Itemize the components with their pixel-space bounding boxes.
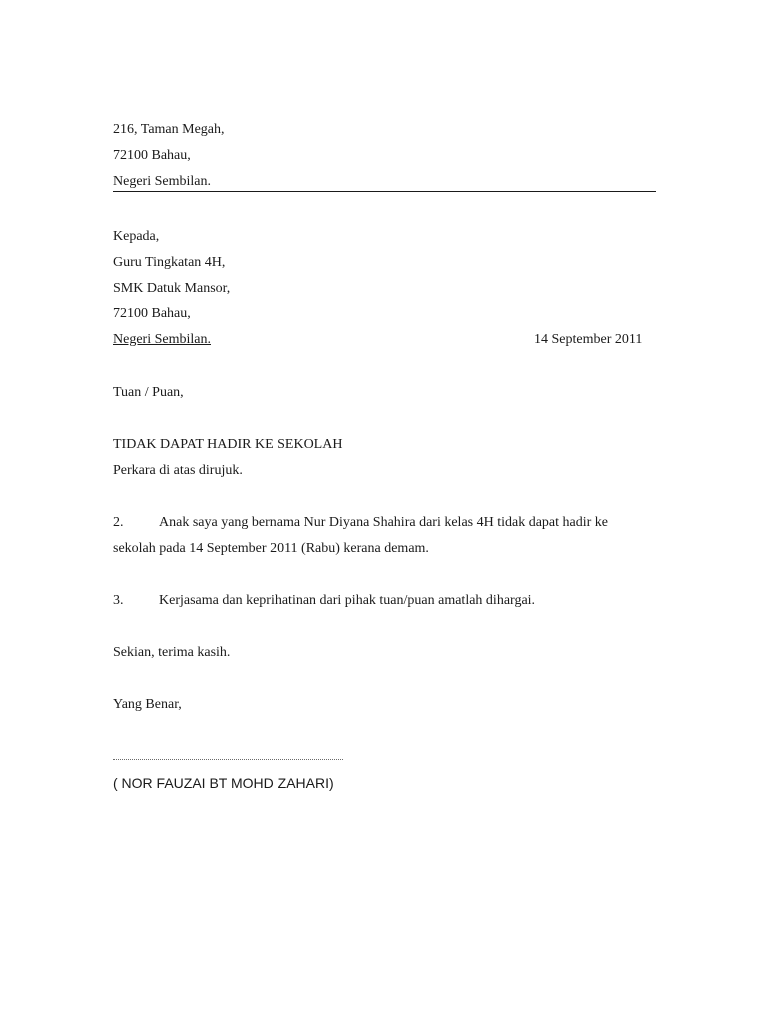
closing-line: Sekian, terima kasih. bbox=[113, 645, 231, 660]
sender-address-rule bbox=[113, 191, 656, 192]
greeting: Tuan / Puan, bbox=[113, 385, 184, 400]
signatory-name: ( NOR FAUZAI BT MOHD ZAHARI) bbox=[113, 775, 334, 791]
signoff: Yang Benar, bbox=[113, 697, 182, 712]
paragraph-number: 2. bbox=[113, 515, 124, 530]
letter-date: 14 September 2011 bbox=[534, 332, 643, 347]
signature-line bbox=[113, 759, 343, 760]
sender-address-line-2: 72100 Bahau, bbox=[113, 148, 191, 163]
recipient-line-4: Negeri Sembilan. bbox=[113, 332, 211, 347]
paragraph-text: Anak saya yang bernama Nur Diyana Shahira dari kelas 4H tidak dapat hadir ke bbox=[159, 515, 609, 530]
reference-line: Perkara di atas dirujuk. bbox=[113, 463, 243, 478]
recipient-to-label: Kepada, bbox=[113, 229, 160, 244]
paragraph-text: Kerjasama dan keprihatinan dari pihak tuan/puan amatlah dihargai. bbox=[159, 593, 536, 608]
sender-address-line-1: 216, Taman Megah, bbox=[113, 122, 225, 137]
sender-address-line-3: Negeri Sembilan. bbox=[113, 174, 211, 189]
paragraph-number: 3. bbox=[113, 593, 124, 608]
recipient-line-3: 72100 Bahau, bbox=[113, 306, 191, 321]
paragraph-2 bbox=[113, 514, 608, 532]
paragraph-3 bbox=[113, 592, 535, 610]
paragraph-2-continuation: sekolah pada 14 September 2011 (Rabu) kerana demam. bbox=[113, 541, 429, 556]
recipient-line-1: Guru Tingkatan 4H, bbox=[113, 255, 226, 270]
recipient-line-2: SMK Datuk Mansor, bbox=[113, 281, 231, 296]
subject-heading: TIDAK DAPAT HADIR KE SEKOLAH bbox=[113, 437, 343, 452]
